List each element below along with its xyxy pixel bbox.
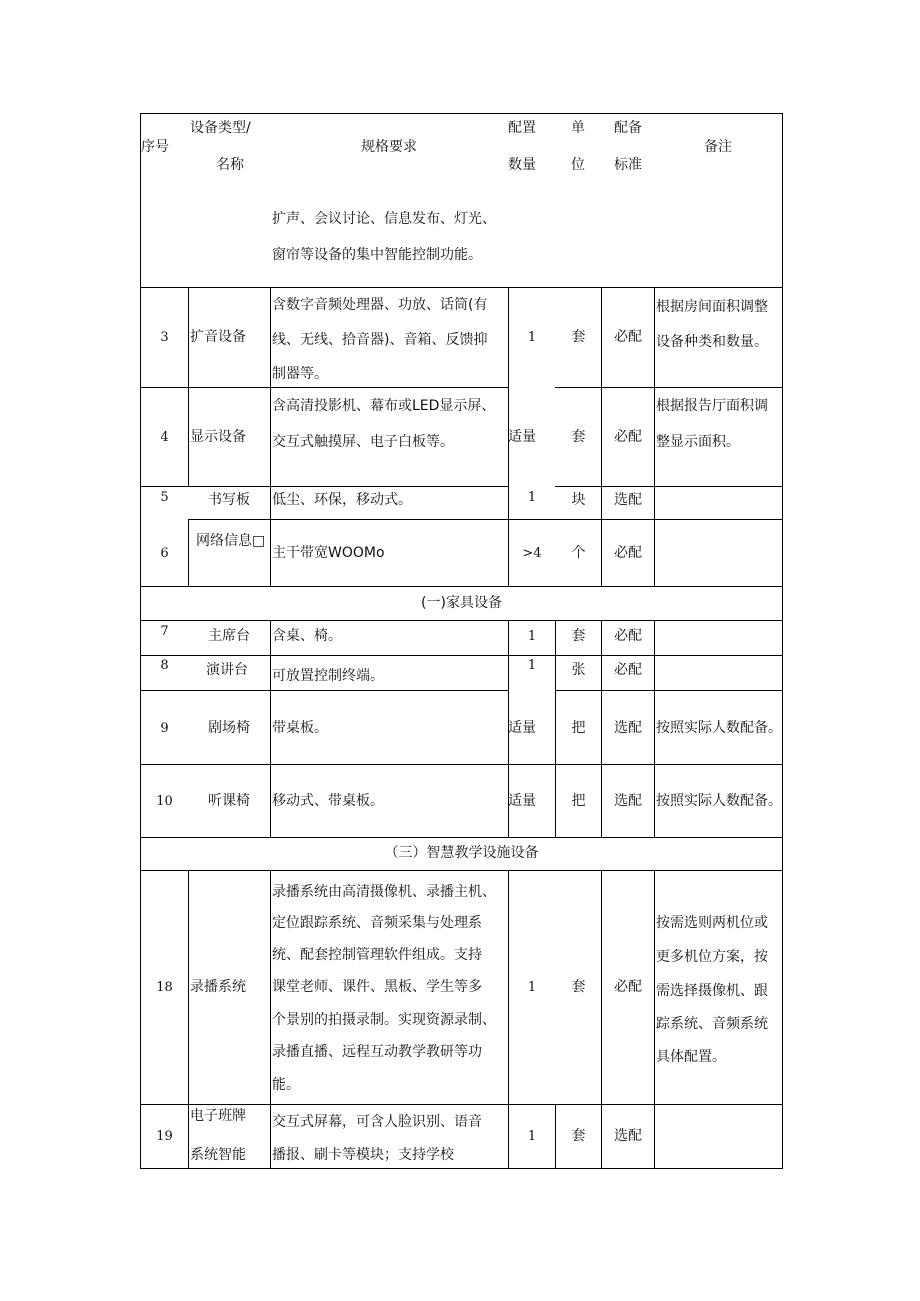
row-spec-line: 含桌、椅。 (272, 628, 342, 644)
row-seq: 7 (160, 624, 169, 639)
row-name: 录播系统 (190, 979, 246, 995)
rule (140, 113, 141, 1169)
rule (140, 620, 782, 621)
rule (140, 655, 782, 656)
continued-spec-line: 窗帘等设备的集中智能控制功能。 (272, 247, 482, 263)
header-type-line1: 设备类型/ (190, 120, 251, 136)
row-spec-line: 可放置控制终端。 (272, 668, 384, 684)
rule (654, 620, 655, 837)
row-std: 必配 (614, 329, 642, 345)
header-seq: 序号 (141, 139, 169, 155)
row-note-line: 需选择摄像机、跟 (656, 983, 768, 999)
row-unit: 套 (571, 1128, 586, 1144)
rule (601, 620, 602, 837)
row-qty: 适量 (508, 429, 536, 445)
row-name: 剧场椅 (208, 720, 250, 736)
row-std: 必配 (614, 979, 642, 995)
row-name-line: 系统智能 (190, 1147, 246, 1163)
row-spec-line: 定位跟踪系统、音频采集与处理系 (272, 915, 482, 931)
row-seq: 4 (160, 430, 169, 445)
header-spec: 规格要求 (361, 139, 417, 155)
row-qty: 1 (527, 658, 537, 673)
row-std: 选配 (614, 720, 642, 736)
row-note-line: 整显示面积。 (656, 434, 740, 450)
rule (140, 690, 508, 691)
rule (601, 870, 602, 1169)
rule (270, 287, 271, 587)
row-unit: 套 (571, 628, 586, 644)
row-std: 选配 (614, 1128, 642, 1144)
row-qty: >4 (522, 546, 542, 561)
rule (654, 287, 655, 587)
row-spec-line: 个景别的拍摄录制。实现资源录制、 (272, 1012, 496, 1028)
rule (188, 870, 189, 1169)
row-unit: 个 (571, 545, 586, 561)
section-heading: (一)家具设备 (421, 595, 502, 611)
row-spec-line: 能。 (272, 1077, 300, 1093)
rule (140, 387, 508, 388)
row-spec-line: 低尘、环保，移动式。 (272, 492, 412, 508)
row-std: 必配 (614, 628, 642, 644)
row-unit: 张 (571, 662, 586, 678)
rule (555, 690, 782, 691)
section-heading: （三）智慧教学设施设备 (384, 845, 539, 861)
row-spec-line: 移动式、带桌板。 (272, 793, 384, 809)
row-spec-line: 交互式触摸屏、电子白板等。 (272, 434, 454, 450)
header-unit-line1: 单 (571, 120, 585, 136)
row-note-line: 根据房间面积调整 (656, 299, 768, 315)
row-std: 必配 (614, 662, 642, 678)
row-note-line: 具体配置。 (656, 1049, 726, 1065)
row-qty: 1 (527, 490, 537, 505)
row-seq: 18 (156, 980, 173, 995)
row-name: 显示设备 (190, 429, 246, 445)
row-spec-line: 播报、刷卡等模块；支持学校 (272, 1147, 454, 1163)
row-unit: 把 (571, 793, 586, 809)
header-std-line2: 标准 (614, 157, 642, 173)
header-note: 备注 (704, 139, 732, 155)
header-type-line2: 名称 (216, 157, 244, 173)
row-qty: 1 (527, 1129, 537, 1144)
row-spec-line: 含数字音频处理器、功放、话筒(有 (272, 297, 488, 313)
rule (601, 287, 602, 587)
row-note-line: 按照实际人数配备。 (656, 793, 782, 809)
row-note-line: 设备种类和数量。 (656, 334, 768, 350)
row-unit: 把 (571, 720, 586, 736)
row-std: 必配 (614, 429, 642, 445)
row-name: 听课椅 (208, 793, 250, 809)
header-qty-line2: 数量 (508, 157, 536, 173)
header-qty-line1: 配置 (508, 120, 536, 136)
row-unit: 块 (571, 492, 586, 508)
row-qty: 1 (527, 980, 537, 995)
row-spec-line: 录播直播、远程互动教学教研等功 (272, 1044, 482, 1060)
row-qty: 1 (527, 330, 537, 345)
row-seq: 5 (160, 490, 169, 505)
row-name: 网络信息□ (196, 533, 266, 549)
row-name: 演讲台 (206, 662, 248, 678)
rule (140, 1168, 782, 1169)
row-seq: 3 (160, 330, 169, 345)
rule (782, 113, 783, 1169)
row-note-line: 按照实际人数配备。 (656, 720, 782, 736)
rule (140, 1104, 782, 1105)
header-std-line1: 配备 (614, 120, 642, 136)
rule (188, 519, 782, 520)
row-note-line: 按需选则两机位或 (656, 915, 768, 931)
row-std: 选配 (614, 492, 642, 508)
rule (654, 870, 655, 1169)
rule (270, 620, 271, 837)
row-name: 书写板 (208, 492, 250, 508)
row-name-line: 电子班牌 (190, 1108, 246, 1124)
row-seq: 6 (160, 546, 169, 561)
rule (508, 870, 509, 1169)
row-qty: 适量 (508, 720, 536, 736)
rule (140, 287, 782, 288)
row-unit: 套 (571, 979, 586, 995)
row-unit: 套 (571, 329, 586, 345)
rule (140, 870, 782, 871)
rule (140, 764, 782, 765)
row-seq: 19 (156, 1129, 173, 1144)
rule (140, 837, 782, 838)
header-unit-line2: 位 (571, 157, 585, 173)
row-std: 必配 (614, 545, 642, 561)
rule (188, 287, 189, 486)
row-note-line: 踪系统、音频系统 (656, 1016, 768, 1032)
row-name: 主席台 (208, 628, 250, 644)
row-spec-line: 交互式屏幕，可含人脸识别、语音 (272, 1114, 482, 1130)
rule (140, 113, 782, 114)
continued-spec-line: 扩声、会议讨论、信息发布、灯光、 (272, 211, 496, 227)
row-seq: 9 (160, 721, 169, 736)
row-unit: 套 (571, 429, 586, 445)
rule (140, 486, 508, 487)
row-note-line: 根据报告厅面积调 (656, 398, 768, 414)
row-spec-line: 线、无线、拾音器)、音箱、反馈抑 (272, 332, 488, 348)
row-qty: 适量 (508, 793, 536, 809)
row-qty: 1 (527, 629, 537, 644)
rule (188, 519, 189, 587)
row-spec-line: 课堂老师、课件、黑板、学生等多 (272, 979, 482, 995)
row-spec-line: 统、配套控制管理软件组成。支持 (272, 947, 482, 963)
row-spec-line: 录播系统由高清摄像机、录播主机、 (272, 884, 496, 900)
row-std: 选配 (614, 793, 642, 809)
row-seq: 10 (156, 794, 173, 809)
row-spec-line: 主干带宽WOOMo (272, 545, 385, 561)
rule (555, 387, 782, 388)
row-spec-line: 含高清投影机、幕布或LED显示屏、 (272, 398, 496, 414)
row-spec-line: 制器等。 (272, 366, 328, 382)
rule (140, 586, 782, 587)
row-seq: 8 (160, 658, 169, 673)
rule (555, 486, 782, 487)
row-note-line: 更多机位方案，按 (656, 949, 768, 965)
row-name: 扩音设备 (190, 329, 246, 345)
rule (270, 870, 271, 1169)
row-spec-line: 带桌板。 (272, 720, 328, 736)
